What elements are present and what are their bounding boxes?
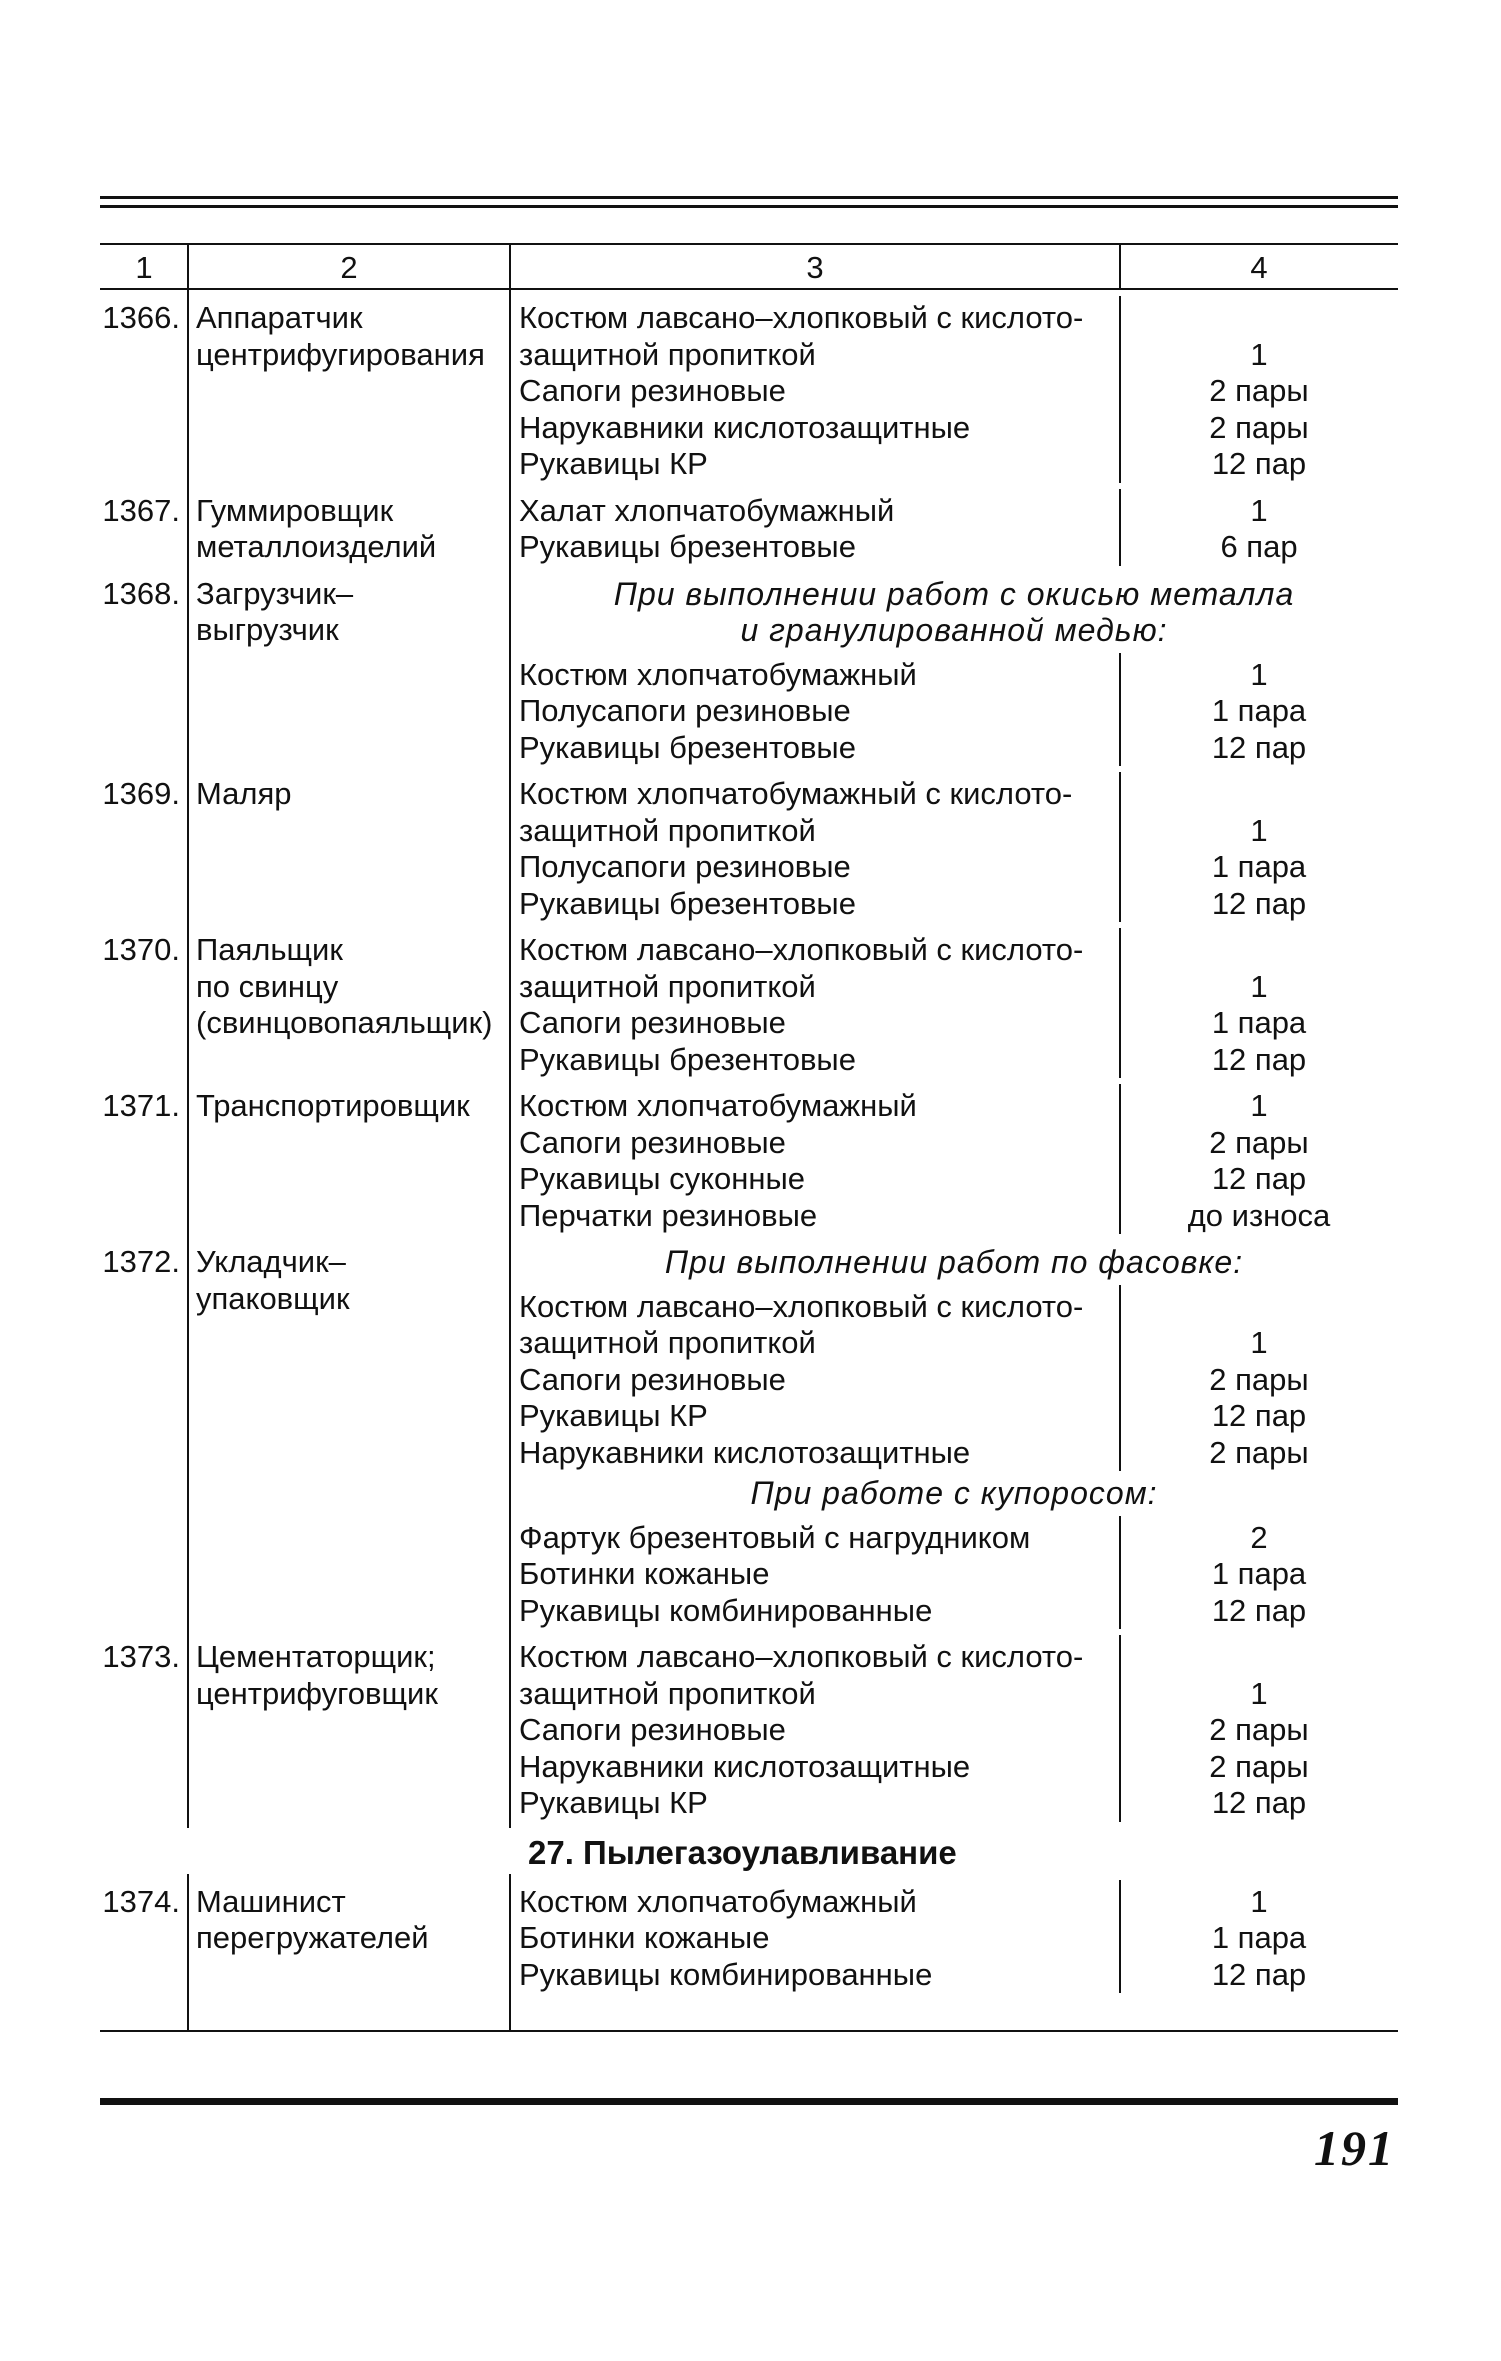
row-1373-item-2-name: Нарукавники кислотозащитные (519, 1748, 971, 1784)
row-1372-item-3-name: Нарукавники кислотозащитные (519, 1434, 971, 1470)
row-1373-item-2-qty: 2 пары (1209, 1748, 1309, 1784)
page-number: 191 (1314, 2120, 1395, 2176)
row-1370-profession: (свинцовопаяльщик) (196, 1005, 493, 1040)
row-1372-b-item-1-name: Ботинки кожаные (519, 1556, 770, 1591)
row-1369-item-0-qty: 1 (1250, 812, 1268, 848)
row-1366-item-1-name: Сапоги резиновые (519, 373, 786, 408)
section-qty-divider-0-0 (1119, 1880, 1121, 1994)
row-1367-item-1-name: Рукавицы брезентовые (519, 529, 856, 564)
row-1372-condition2: При работе с купоросом: (750, 1475, 1158, 1511)
section-row-1374-item-2-qty: 12 пар (1211, 1956, 1307, 1992)
row-1366-item-1-qty: 2 пары (1209, 373, 1309, 408)
row-1372-item-2-name: Рукавицы КР (519, 1398, 708, 1433)
row-1366-profession: Аппаратчик (196, 300, 363, 335)
row-1366-item-3-name: Рукавицы КР (519, 446, 708, 481)
row-1372-b-item-2-qty: 12 пар (1211, 1592, 1307, 1628)
row-1370-item-0-name: Костюм лавсано–хлопковый с кислото- (519, 932, 1084, 967)
col-header-2: 2 (340, 250, 358, 285)
row-1371-item-1-qty: 2 пары (1209, 1124, 1309, 1160)
col-header-4: 4 (1250, 250, 1268, 285)
row-1370-item-0-qty: 1 (1250, 968, 1268, 1004)
row-1367-item-0-name: Халат хлопчатобумажный (519, 492, 895, 528)
row-1372-profession: упаковщик (196, 1280, 350, 1316)
section-row-1374-profession: Машинист (196, 1883, 346, 1919)
col-divider-2 (509, 290, 511, 1828)
row-1368-item-2-qty: 12 пар (1211, 729, 1307, 765)
section-row-1374-item-2-name: Рукавицы комбинированные (519, 1956, 933, 1992)
row-1368-profession: выгрузчик (196, 612, 339, 647)
header-divider-3 (1119, 244, 1121, 290)
header-divider-1 (187, 244, 189, 290)
row-1371-item-2-name: Рукавицы суконные (519, 1161, 806, 1196)
row-1373-item-0-name: Костюм лавсано–хлопковый с кислото- (519, 1639, 1084, 1674)
row-1368-item-0-name: Костюм хлопчатобумажный (519, 656, 917, 692)
row-1370-item-1-qty: 1 пара (1211, 1005, 1307, 1040)
row-1370-item-1-name: Сапоги резиновые (519, 1005, 786, 1040)
section-title: 27. Пылегазоулавливание (528, 1833, 957, 1871)
qty-divider-4-0 (1119, 928, 1121, 1078)
row-1371-item-3-qty: до износа (1187, 1197, 1331, 1233)
top-rule-2 (100, 205, 1398, 208)
row-1372-item-0-qty: 1 (1250, 1325, 1268, 1360)
row-1372-item-0-name: Костюм лавсано–хлопковый с кислото- (519, 1288, 1084, 1324)
qty-divider-1-0 (1119, 489, 1121, 566)
row-1367-number: 1367. (102, 492, 180, 528)
row-1366-item-0-qty: 1 (1250, 336, 1268, 372)
row-1373-item-3-name: Рукавицы КР (519, 1785, 708, 1820)
col-header-3: 3 (806, 250, 824, 285)
qty-divider-7-0 (1119, 1635, 1121, 1822)
row-1369-item-1-qty: 1 пара (1211, 849, 1307, 884)
section-col-divider-1 (187, 1874, 189, 2032)
row-1371-profession: Транспортировщик (196, 1088, 470, 1123)
qty-divider-6-1 (1119, 1516, 1121, 1630)
section-col-divider-2 (509, 1874, 511, 2032)
row-1369-item-0-name: Костюм хлопчатобумажный с кислото- (519, 776, 1073, 811)
footer-rule (100, 2098, 1398, 2105)
row-1369-item-1-name: Полусапоги резиновые (519, 849, 851, 884)
row-1373-item-0-name: защитной пропиткой (519, 1675, 816, 1711)
row-1370-item-2-name: Рукавицы брезентовые (519, 1041, 856, 1077)
row-1371-item-0-name: Костюм хлопчатобумажный (519, 1088, 917, 1123)
row-1371-item-2-qty: 12 пар (1211, 1161, 1307, 1196)
row-1373-item-0-qty: 1 (1250, 1675, 1268, 1711)
row-1369-item-2-qty: 12 пар (1211, 885, 1307, 921)
row-1368-condition: и гранулированной медью: (740, 612, 1168, 648)
top-rule-1 (100, 196, 1398, 199)
row-1370-profession: по свинцу (196, 968, 339, 1004)
row-1372-b-item-0-qty: 2 (1250, 1519, 1268, 1555)
qty-divider-2-0 (1119, 653, 1121, 767)
section-row-1374-profession: перегружателей (196, 1920, 429, 1955)
section-row-1374-number: 1374. (102, 1883, 180, 1919)
section-row-1374-item-1-qty: 1 пара (1211, 1920, 1307, 1955)
table-bottom-border (100, 2030, 1398, 2032)
row-1373-item-1-qty: 2 пары (1209, 1712, 1309, 1747)
row-1368-item-1-qty: 1 пара (1211, 693, 1307, 728)
row-1373-item-1-name: Сапоги резиновые (519, 1712, 786, 1747)
row-1367-item-0-qty: 1 (1250, 492, 1268, 528)
row-1366-profession: центрифугирования (196, 336, 485, 372)
section-row-1374-item-1-name: Ботинки кожаные (519, 1920, 770, 1955)
row-1372-condition: При выполнении работ по фасовке: (664, 1244, 1244, 1280)
row-1372-number: 1372. (102, 1244, 180, 1279)
col-header-1: 1 (135, 250, 153, 285)
row-1368-item-2-name: Рукавицы брезентовые (519, 729, 856, 765)
row-1372-profession: Укладчик– (196, 1244, 346, 1279)
col-divider-1 (187, 290, 189, 1828)
row-1370-item-2-qty: 12 пар (1211, 1041, 1307, 1077)
row-1370-item-0-name: защитной пропиткой (519, 968, 816, 1004)
row-1373-number: 1373. (102, 1639, 180, 1674)
header-top-border (100, 243, 1398, 245)
row-1366-item-2-qty: 2 пары (1209, 409, 1309, 445)
row-1372-item-1-name: Сапоги резиновые (519, 1361, 786, 1397)
row-1372-item-3-qty: 2 пары (1209, 1434, 1309, 1470)
row-1371-number: 1371. (102, 1088, 180, 1123)
row-1366-number: 1366. (102, 300, 180, 335)
row-1366-item-2-name: Нарукавники кислотозащитные (519, 409, 971, 445)
row-1367-profession: металлоизделий (196, 529, 437, 564)
row-1368-item-1-name: Полусапоги резиновые (519, 693, 851, 728)
qty-divider-0-0 (1119, 296, 1121, 483)
header-divider-2 (509, 244, 511, 290)
qty-divider-5-0 (1119, 1084, 1121, 1234)
row-1371-item-3-name: Перчатки резиновые (519, 1197, 818, 1233)
row-1369-item-0-name: защитной пропиткой (519, 812, 816, 848)
row-1366-item-3-qty: 12 пар (1211, 446, 1307, 481)
row-1373-profession: центрифуговщик (196, 1675, 438, 1711)
row-1371-item-1-name: Сапоги резиновые (519, 1124, 786, 1160)
row-1368-profession: Загрузчик– (196, 575, 354, 611)
qty-divider-3-0 (1119, 772, 1121, 922)
section-row-1374-item-0-qty: 1 (1250, 1883, 1268, 1919)
row-1372-item-2-qty: 12 пар (1211, 1398, 1307, 1433)
row-1373-item-3-qty: 12 пар (1211, 1785, 1307, 1820)
row-1372-b-item-1-qty: 1 пара (1211, 1556, 1307, 1591)
row-1372-b-item-0-name: Фартук брезентовый с нагрудником (519, 1519, 1031, 1555)
row-1372-item-0-name: защитной пропиткой (519, 1325, 816, 1360)
row-1369-item-2-name: Рукавицы брезентовые (519, 885, 856, 921)
row-1368-number: 1368. (102, 575, 180, 611)
section-row-1374-item-0-name: Костюм хлопчатобумажный (519, 1883, 917, 1919)
row-1366-item-0-name: защитной пропиткой (519, 336, 816, 372)
row-1370-number: 1370. (102, 932, 180, 967)
row-1371-item-0-qty: 1 (1250, 1088, 1268, 1123)
row-1368-item-0-qty: 1 (1250, 656, 1268, 692)
row-1373-profession: Цементаторщик; (196, 1639, 436, 1674)
row-1372-b-item-2-name: Рукавицы комбинированные (519, 1592, 933, 1628)
row-1370-profession: Паяльщик (196, 932, 343, 967)
row-1367-item-1-qty: 6 пар (1220, 529, 1298, 564)
qty-divider-6-0 (1119, 1285, 1121, 1472)
row-1369-profession: Маляр (196, 776, 292, 811)
row-1368-condition: При выполнении работ с окисью металла (613, 575, 1295, 612)
row-1366-item-0-name: Костюм лавсано–хлопковый с кислото- (519, 300, 1084, 335)
row-1369-number: 1369. (102, 776, 180, 811)
row-1367-profession: Гуммировщик (196, 492, 394, 528)
row-1372-item-1-qty: 2 пары (1209, 1361, 1309, 1397)
header-bottom-border (100, 288, 1398, 290)
